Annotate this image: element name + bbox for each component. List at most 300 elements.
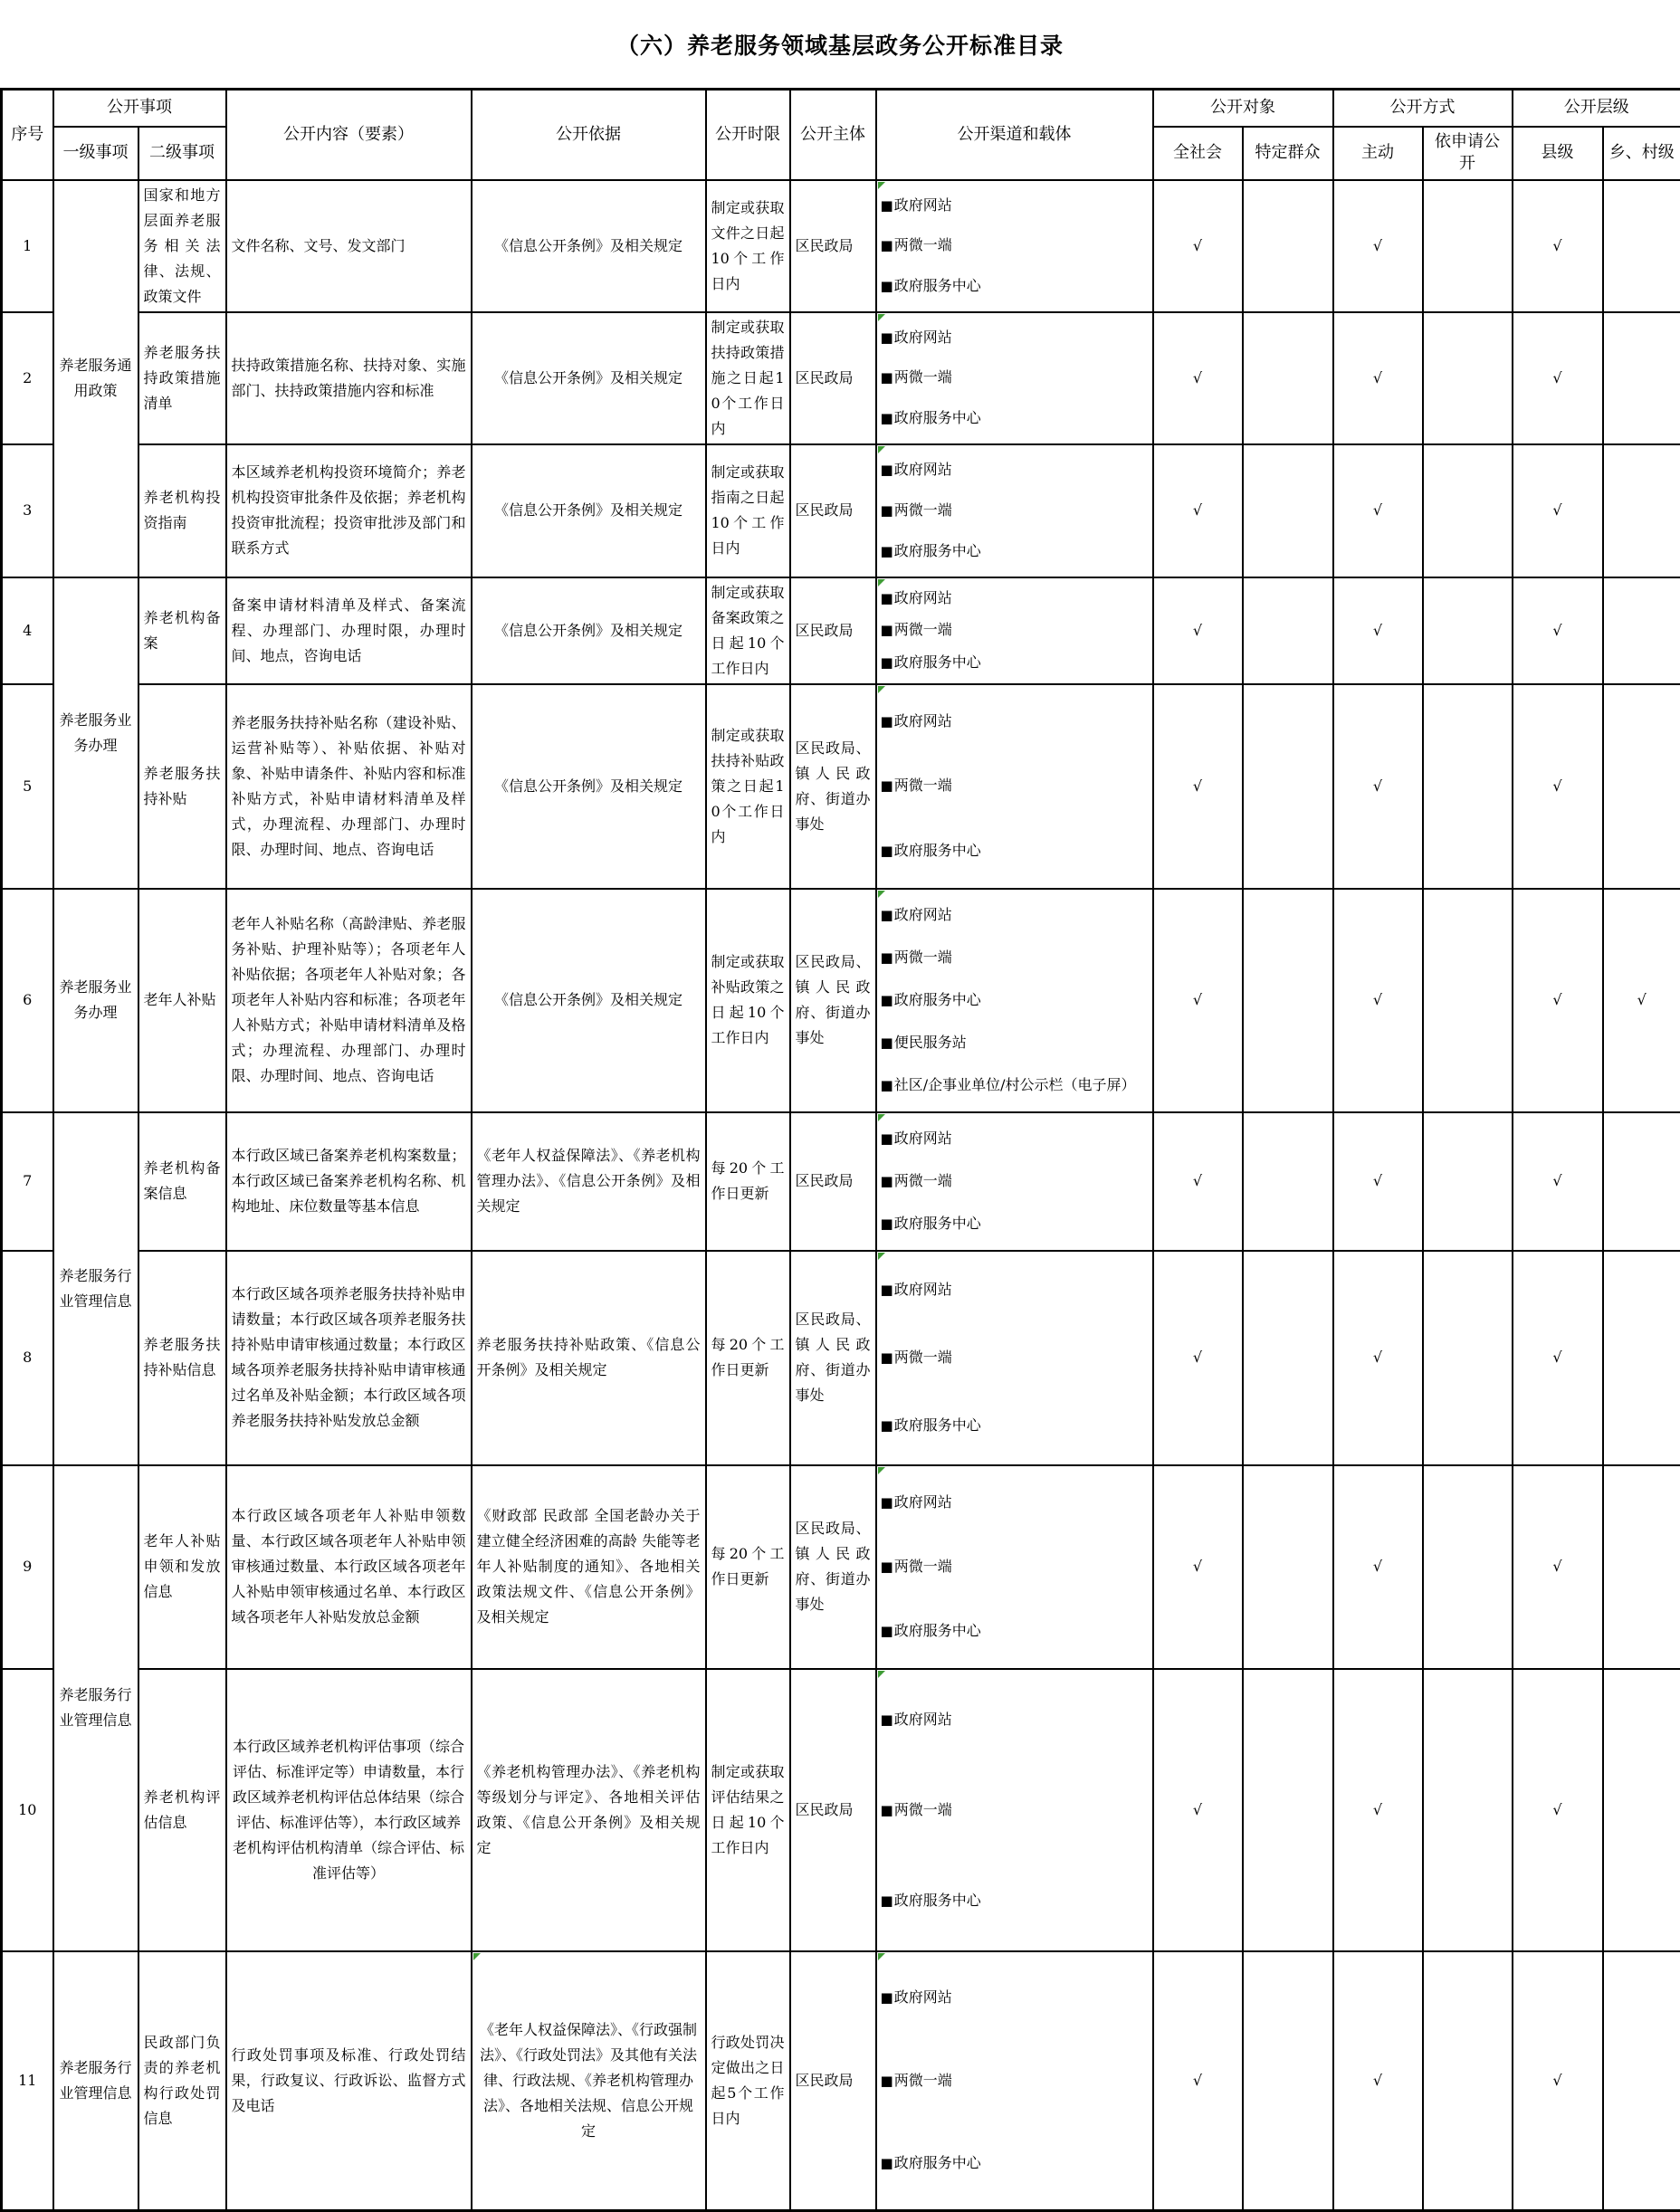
square-bullet-icon: ■: [881, 2152, 893, 2174]
cell-time-limit: 每20个工作日更新: [706, 1251, 790, 1465]
cell-public-content: 本区域养老机构投资环境简介；养老机构投资审批条件及依据；养老机构投资审批流程；投资审批涉及部门和联系方式: [226, 444, 472, 577]
square-bullet-icon: ■: [881, 367, 893, 388]
comment-indicator: [878, 1253, 885, 1260]
channel-item: [881, 1709, 1150, 1731]
cell-public-basis: 《信息公开条例》及相关规定: [472, 444, 706, 577]
cell-check-level-township: [1603, 577, 1680, 684]
channel-label: 政府服务中心: [894, 1213, 1150, 1235]
cell-check-method-on-request: [1423, 684, 1513, 889]
cell-check-audience-specific: [1243, 577, 1333, 684]
square-bullet-icon: ■: [881, 1556, 893, 1578]
channel-item: [881, 459, 1150, 481]
header-audience-group: 公开对象: [1153, 90, 1333, 127]
square-bullet-icon: ■: [881, 1415, 893, 1436]
cell-public-basis: 《老年人权益保障法》、《行政强制法》、《行政处罚法》及其他有关法律、行政法规、《养老机构管理办法》、各地相关法规、信息公开规定: [472, 1951, 706, 2211]
cell-check-audience-all: √: [1153, 180, 1243, 312]
channel-label: 两微一端: [894, 1170, 1150, 1192]
cell-check-method-active: √: [1333, 1465, 1423, 1669]
channel-item: [881, 327, 1150, 348]
cell-channels: [876, 180, 1153, 312]
cell-check-audience-specific: [1243, 889, 1333, 1112]
square-bullet-icon: ■: [881, 1074, 893, 1096]
channel-label: 政府服务中心: [894, 1890, 1150, 1912]
cell-public-subject: 区民政局、镇人民政府、街道办事处: [790, 684, 876, 889]
header-method-on-request: 依申请公开: [1423, 127, 1513, 180]
channel-label: 政府网站: [894, 587, 1150, 609]
cell-public-basis: 《养老机构管理办法》、《养老机构等级划分与评定》、各地相关评估政策、《信息公开条例》及相关规定: [472, 1669, 706, 1951]
channel-item: [881, 619, 1150, 641]
channel-list: [877, 578, 1152, 683]
cell-public-content: 本行政区域养老机构评估事项（综合评估、标准评定等）申请数量，本行政区域养老机构评估总体结果（综合评估、标准评估等），本行政区域养老机构评估机构清单（综合评估、标准评估等）: [226, 1669, 472, 1951]
table-header: [2, 90, 1680, 180]
cell-channels: [876, 1951, 1153, 2211]
cell-check-level-county: √: [1513, 1465, 1603, 1669]
cell-public-content: 备案申请材料清单及样式、备案流程、办理部门、办理时限，办理时间、地点，咨询电话: [226, 577, 472, 684]
channel-label: 两微一端: [894, 1799, 1150, 1821]
table-row: [2, 180, 1680, 312]
cell-level1-matter: 养老服务业务办理: [53, 577, 138, 889]
cell-check-level-county: √: [1513, 312, 1603, 444]
cell-serial-number: 2: [2, 312, 53, 444]
comment-indicator: [878, 1953, 885, 1960]
channel-item: [881, 710, 1150, 732]
channel-item: [881, 1987, 1150, 2008]
cell-check-level-township: √: [1603, 889, 1680, 1112]
channel-label: 政府服务中心: [894, 1620, 1150, 1642]
cell-channels: [876, 577, 1153, 684]
channel-label: 政府网站: [894, 1492, 1150, 1513]
cell-check-audience-all: √: [1153, 1669, 1243, 1951]
header-content: 公开内容（要素）: [226, 90, 472, 180]
cell-check-level-township: [1603, 1251, 1680, 1465]
cell-check-level-township: [1603, 312, 1680, 444]
cell-level2-matter: 老年人补贴申领和发放信息: [138, 1465, 226, 1669]
table-row: [2, 312, 1680, 444]
cell-level2-matter: 养老服务扶持政策措施清单: [138, 312, 226, 444]
cell-check-level-county: √: [1513, 1951, 1603, 2211]
cell-check-level-township: [1603, 1669, 1680, 1951]
header-subject: 公开主体: [790, 90, 876, 180]
square-bullet-icon: ■: [881, 459, 893, 481]
channel-item: [881, 275, 1150, 297]
channel-label: 两微一端: [894, 500, 1150, 521]
cell-channels: [876, 1465, 1153, 1669]
channel-list: [877, 1952, 1152, 2210]
channel-label: 政府网站: [894, 327, 1150, 348]
channel-label: 政府网站: [894, 710, 1150, 732]
square-bullet-icon: ■: [881, 1170, 893, 1192]
channel-label: 两微一端: [894, 947, 1150, 968]
table-row: [2, 1465, 1680, 1669]
cell-public-content: 文件名称、文号、发文部门: [226, 180, 472, 312]
channel-label: 政府服务中心: [894, 2152, 1150, 2174]
cell-channels: [876, 312, 1153, 444]
channel-label: 政府网站: [894, 1128, 1150, 1149]
square-bullet-icon: ■: [881, 1492, 893, 1513]
square-bullet-icon: ■: [881, 1799, 893, 1821]
channel-label: 政府服务中心: [894, 275, 1150, 297]
square-bullet-icon: ■: [881, 1709, 893, 1731]
channel-list: [877, 890, 1152, 1111]
cell-serial-number: 6: [2, 889, 53, 1112]
header-level1: 一级事项: [53, 127, 138, 180]
cell-check-audience-specific: [1243, 1951, 1333, 2211]
cell-time-limit: 每20个工作日更新: [706, 1112, 790, 1251]
cell-level1-matter: 养老服务通用政策: [53, 180, 138, 577]
cell-channels: [876, 1669, 1153, 1951]
cell-public-subject: 区民政局: [790, 1112, 876, 1251]
header-channels: 公开渠道和载体: [876, 90, 1153, 180]
header-method-active: 主动: [1333, 127, 1423, 180]
cell-check-audience-all: √: [1153, 684, 1243, 889]
cell-public-basis: 《财政部 民政部 全国老龄办关于建立健全经济困难的高龄 失能等老年人补贴制度的通知》、各地相关政策法规文件、《信息公开条例》及相关规定: [472, 1465, 706, 1669]
square-bullet-icon: ■: [881, 840, 893, 862]
cell-channels: [876, 684, 1153, 889]
square-bullet-icon: ■: [881, 775, 893, 796]
cell-serial-number: 4: [2, 577, 53, 684]
cell-serial-number: 9: [2, 1465, 53, 1669]
channel-label: 政府网站: [894, 1279, 1150, 1301]
cell-public-basis: 《信息公开条例》及相关规定: [472, 684, 706, 889]
channel-label: 两微一端: [894, 234, 1150, 256]
square-bullet-icon: ■: [881, 710, 893, 732]
header-audience-specific: 特定群众: [1243, 127, 1333, 180]
channel-label: 便民服务站: [894, 1032, 1150, 1054]
channel-item: [881, 652, 1150, 673]
cell-time-limit: 制定或获取扶持政策措施之日起10个工作日内: [706, 312, 790, 444]
cell-public-basis: 《信息公开条例》及相关规定: [472, 889, 706, 1112]
cell-time-limit: 制定或获取指南之日起10个工作日内: [706, 444, 790, 577]
cell-public-content: 本行政区域各项老年人补贴申领数量、本行政区域各项老年人补贴申领审核通过数量、本行政区域各项老年人补贴申领审核通过名单、本行政区域各项老年人补贴发放总金额: [226, 1465, 472, 1669]
channel-item: [881, 500, 1150, 521]
channel-item: [881, 1213, 1150, 1235]
comment-indicator: [473, 1953, 481, 1960]
cell-public-basis: 《信息公开条例》及相关规定: [472, 180, 706, 312]
cell-check-audience-specific: [1243, 684, 1333, 889]
channel-item: [881, 1415, 1150, 1436]
cell-check-method-active: √: [1333, 684, 1423, 889]
cell-check-audience-specific: [1243, 1465, 1333, 1669]
cell-public-subject: 区民政局、镇人民政府、街道办事处: [790, 1465, 876, 1669]
channel-label: 两微一端: [894, 775, 1150, 796]
channel-item: [881, 1032, 1150, 1054]
cell-check-audience-all: √: [1153, 1951, 1243, 2211]
channel-item: [881, 195, 1150, 216]
channel-item: [881, 840, 1150, 862]
square-bullet-icon: ■: [881, 1032, 893, 1054]
cell-public-basis: 《信息公开条例》及相关规定: [472, 312, 706, 444]
channel-label: 政府网站: [894, 904, 1150, 926]
cell-check-audience-all: √: [1153, 577, 1243, 684]
cell-check-method-active: √: [1333, 1669, 1423, 1951]
cell-public-basis: 《老年人权益保障法》、《养老机构管理办法》、《信息公开条例》及相关规定: [472, 1112, 706, 1251]
channel-list: [877, 445, 1152, 577]
channel-label: 政府服务中心: [894, 652, 1150, 673]
channel-list: [877, 1466, 1152, 1668]
cell-check-audience-specific: [1243, 180, 1333, 312]
channel-label: 政府网站: [894, 1987, 1150, 2008]
channel-item: [881, 367, 1150, 388]
cell-time-limit: 每20个工作日更新: [706, 1465, 790, 1669]
cell-channels: [876, 1112, 1153, 1251]
cell-check-audience-all: √: [1153, 889, 1243, 1112]
channel-item: [881, 1279, 1150, 1301]
channel-item: [881, 407, 1150, 429]
comment-indicator: [878, 182, 885, 189]
cell-level2-matter: 老年人补贴: [138, 889, 226, 1112]
channel-item: [881, 904, 1150, 926]
header-level-group: 公开层级: [1513, 90, 1680, 127]
comment-indicator: [878, 891, 885, 898]
cell-serial-number: 8: [2, 1251, 53, 1465]
square-bullet-icon: ■: [881, 407, 893, 429]
cell-check-method-on-request: [1423, 444, 1513, 577]
channel-list: [877, 313, 1152, 443]
cell-check-method-active: √: [1333, 1112, 1423, 1251]
cell-level2-matter: 国家和地方层面养老服务相关法律、法规、政策文件: [138, 180, 226, 312]
cell-level2-matter: 养老机构备案: [138, 577, 226, 684]
cell-channels: [876, 444, 1153, 577]
table-row: [2, 1951, 1680, 2211]
square-bullet-icon: ■: [881, 1987, 893, 2008]
cell-check-audience-all: √: [1153, 444, 1243, 577]
cell-public-content: 养老服务扶持补贴名称（建设补贴、运营补贴等）、补贴依据、补贴对象、补贴申请条件、补贴内容和标准 补贴方式，补贴申请材料清单及样式，办理流程、办理部门、办理时限、办理时间、地点、咨询电话: [226, 684, 472, 889]
cell-public-content: 行政处罚事项及标准、行政处罚结果，行政复议、行政诉讼、监督方式及电话: [226, 1951, 472, 2211]
cell-check-method-on-request: [1423, 1951, 1513, 2211]
channel-label: 政府网站: [894, 195, 1150, 216]
cell-level1-matter: 养老服务行业管理信息: [53, 1112, 138, 1465]
cell-public-subject: 区民政局: [790, 577, 876, 684]
channel-label: 政府服务中心: [894, 1415, 1150, 1436]
cell-check-level-township: [1603, 444, 1680, 577]
cell-channels: [876, 889, 1153, 1112]
channel-label: 两微一端: [894, 1347, 1150, 1368]
cell-time-limit: 制定或获取扶持补贴政策之日起10个工作日内: [706, 684, 790, 889]
header-level2: 二级事项: [138, 127, 226, 180]
cell-check-method-on-request: [1423, 1251, 1513, 1465]
cell-serial-number: 10: [2, 1669, 53, 1951]
cell-check-method-on-request: [1423, 1112, 1513, 1251]
square-bullet-icon: ■: [881, 234, 893, 256]
cell-public-content: 本行政区域已备案养老机构案数量；本行政区域已备案养老机构名称、机构地址、床位数量等基本信息: [226, 1112, 472, 1251]
header-level-township: 乡、村级: [1603, 127, 1680, 180]
square-bullet-icon: ■: [881, 2070, 893, 2092]
header-time-limit: 公开时限: [706, 90, 790, 180]
cell-check-method-on-request: [1423, 180, 1513, 312]
comment-indicator: [878, 1671, 885, 1678]
cell-public-subject: 区民政局、镇人民政府、街道办事处: [790, 889, 876, 1112]
square-bullet-icon: ■: [881, 947, 893, 968]
cell-check-level-county: √: [1513, 1251, 1603, 1465]
cell-check-level-township: [1603, 684, 1680, 889]
cell-check-audience-all: √: [1153, 1465, 1243, 1669]
cell-public-content: 老年人补贴名称（高龄津贴、养老服务补贴、护理补贴等）；各项老年人补贴依据；各项老年人补贴对象；各项老年人补贴内容和标准；各项老年人补贴方式；补贴申请材料清单及格式；办理流程、办理部门、办理时限、办理时间、地点、咨询电话: [226, 889, 472, 1112]
channel-item: [881, 1556, 1150, 1578]
cell-check-method-active: √: [1333, 577, 1423, 684]
comment-indicator: [878, 686, 885, 693]
cell-serial-number: 5: [2, 684, 53, 889]
channel-label: 政府服务中心: [894, 407, 1150, 429]
cell-check-method-on-request: [1423, 1669, 1513, 1951]
cell-level2-matter: 民政部门负责的养老机构行政处罚信息: [138, 1951, 226, 2211]
cell-check-method-active: √: [1333, 1251, 1423, 1465]
cell-channels: [876, 1251, 1153, 1465]
cell-level1-matter: 养老服务业务办理: [53, 889, 138, 1112]
cell-public-content: 扶持政策措施名称、扶持对象、实施部门、扶持政策措施内容和标准: [226, 312, 472, 444]
channel-item: [881, 1347, 1150, 1368]
cell-check-audience-specific: [1243, 312, 1333, 444]
square-bullet-icon: ■: [881, 540, 893, 562]
cell-check-method-active: √: [1333, 180, 1423, 312]
cell-public-content: 本行政区域各项养老服务扶持补贴申请数量；本行政区域各项养老服务扶持补贴申请审核通过数量；本行政区域各项养老服务扶持补贴申请审核通过名单及补贴金额；本行政区域各项养老服务扶持补贴发放总金额: [226, 1251, 472, 1465]
channel-item: [881, 1128, 1150, 1149]
comment-indicator: [878, 1114, 885, 1121]
standards-directory-table: [0, 88, 1680, 2212]
cell-check-level-county: √: [1513, 577, 1603, 684]
cell-time-limit: 行政处罚决定做出之日起5个工作日内: [706, 1951, 790, 2211]
channel-label: 政府服务中心: [894, 840, 1150, 862]
channel-item: [881, 234, 1150, 256]
channel-item: [881, 1620, 1150, 1642]
cell-time-limit: 制定或获取补贴政策之日起10个工作日内: [706, 889, 790, 1112]
channel-label: 政府服务中心: [894, 989, 1150, 1011]
cell-time-limit: 制定或获取评估结果之日起10个工作日内: [706, 1669, 790, 1951]
cell-check-level-township: [1603, 1951, 1680, 2211]
cell-public-subject: 区民政局: [790, 444, 876, 577]
cell-level1-matter: 养老服务行业管理信息: [53, 1465, 138, 1951]
cell-check-method-active: √: [1333, 1951, 1423, 2211]
cell-check-audience-all: √: [1153, 1112, 1243, 1251]
cell-check-audience-specific: [1243, 1251, 1333, 1465]
table-row: [2, 889, 1680, 1112]
header-audience-all: 全社会: [1153, 127, 1243, 180]
channel-label: 两微一端: [894, 619, 1150, 641]
cell-check-level-township: [1603, 180, 1680, 312]
table-row: [2, 684, 1680, 889]
channel-item: [881, 1074, 1150, 1096]
channel-item: [881, 587, 1150, 609]
channel-label: 两微一端: [894, 2070, 1150, 2092]
cell-serial-number: 7: [2, 1112, 53, 1251]
cell-level1-matter: 养老服务行业管理信息: [53, 1951, 138, 2211]
cell-check-method-on-request: [1423, 889, 1513, 1112]
square-bullet-icon: ■: [881, 587, 893, 609]
cell-check-method-on-request: [1423, 1465, 1513, 1669]
cell-check-method-active: √: [1333, 312, 1423, 444]
cell-public-subject: 区民政局: [790, 1951, 876, 2211]
channel-item: [881, 540, 1150, 562]
channel-item: [881, 775, 1150, 796]
header-row-groups: [2, 90, 1680, 127]
header-matters-group: 公开事项: [53, 90, 226, 127]
cell-serial-number: 1: [2, 180, 53, 312]
cell-check-method-on-request: [1423, 312, 1513, 444]
square-bullet-icon: ■: [881, 275, 893, 297]
table-row: [2, 1112, 1680, 1251]
cell-check-audience-specific: [1243, 1112, 1333, 1251]
channel-item: [881, 1170, 1150, 1192]
square-bullet-icon: ■: [881, 1890, 893, 1912]
channel-item: [881, 1799, 1150, 1821]
square-bullet-icon: ■: [881, 1128, 893, 1149]
square-bullet-icon: ■: [881, 500, 893, 521]
channel-label: 政府网站: [894, 1709, 1150, 1731]
cell-level2-matter: 养老机构评估信息: [138, 1669, 226, 1951]
table-body: [2, 180, 1680, 2211]
cell-level2-matter: 养老服务扶持补贴: [138, 684, 226, 889]
cell-check-method-on-request: [1423, 577, 1513, 684]
cell-check-audience-specific: [1243, 1669, 1333, 1951]
channel-list: [877, 181, 1152, 311]
page-title: （六）养老服务领域基层政务公开标准目录: [0, 0, 1680, 88]
channel-label: 政府服务中心: [894, 540, 1150, 562]
cell-check-audience-all: √: [1153, 1251, 1243, 1465]
cell-public-basis: 养老服务扶持补贴政策、《信息公开条例》及相关规定: [472, 1251, 706, 1465]
channel-label: 两微一端: [894, 367, 1150, 388]
table-row: [2, 444, 1680, 577]
table-row: [2, 577, 1680, 684]
table-row: [2, 1251, 1680, 1465]
cell-public-subject: 区民政局: [790, 180, 876, 312]
cell-check-level-county: √: [1513, 1669, 1603, 1951]
comment-indicator: [878, 314, 885, 321]
cell-public-subject: 区民政局、镇人民政府、街道办事处: [790, 1251, 876, 1465]
cell-public-subject: 区民政局: [790, 312, 876, 444]
cell-time-limit: 制定或获取备案政策之日起10个工作日内: [706, 577, 790, 684]
channel-item: [881, 2152, 1150, 2174]
channel-label: 两微一端: [894, 1556, 1150, 1578]
header-method-group: 公开方式: [1333, 90, 1513, 127]
cell-check-level-county: √: [1513, 889, 1603, 1112]
cell-check-level-township: [1603, 1112, 1680, 1251]
square-bullet-icon: ■: [881, 904, 893, 926]
channel-list: [877, 1113, 1152, 1250]
channel-item: [881, 947, 1150, 968]
cell-check-level-county: √: [1513, 180, 1603, 312]
header-level-county: 县级: [1513, 127, 1603, 180]
channel-list: [877, 1252, 1152, 1464]
cell-check-method-active: √: [1333, 889, 1423, 1112]
header-basis: 公开依据: [472, 90, 706, 180]
channel-list: [877, 1670, 1152, 1950]
cell-check-level-county: √: [1513, 684, 1603, 889]
square-bullet-icon: ■: [881, 1620, 893, 1642]
cell-check-audience-all: √: [1153, 312, 1243, 444]
channel-item: [881, 1492, 1150, 1513]
cell-level2-matter: 养老机构备案信息: [138, 1112, 226, 1251]
comment-indicator: [878, 1467, 885, 1474]
cell-level2-matter: 养老机构投资指南: [138, 444, 226, 577]
cell-public-basis: 《信息公开条例》及相关规定: [472, 577, 706, 684]
square-bullet-icon: ■: [881, 652, 893, 673]
channel-label: 政府网站: [894, 459, 1150, 481]
channel-list: [877, 685, 1152, 888]
square-bullet-icon: ■: [881, 619, 893, 641]
comment-indicator: [878, 446, 885, 453]
cell-check-level-county: √: [1513, 444, 1603, 577]
cell-level2-matter: 养老服务扶持补贴信息: [138, 1251, 226, 1465]
square-bullet-icon: ■: [881, 195, 893, 216]
square-bullet-icon: ■: [881, 1279, 893, 1301]
square-bullet-icon: ■: [881, 1213, 893, 1235]
header-serial: 序号: [2, 90, 53, 180]
cell-public-subject: 区民政局: [790, 1669, 876, 1951]
cell-time-limit: 制定或获取文件之日起10个工作日内: [706, 180, 790, 312]
square-bullet-icon: ■: [881, 989, 893, 1011]
table-row: [2, 1669, 1680, 1951]
cell-serial-number: 3: [2, 444, 53, 577]
channel-item: [881, 989, 1150, 1011]
